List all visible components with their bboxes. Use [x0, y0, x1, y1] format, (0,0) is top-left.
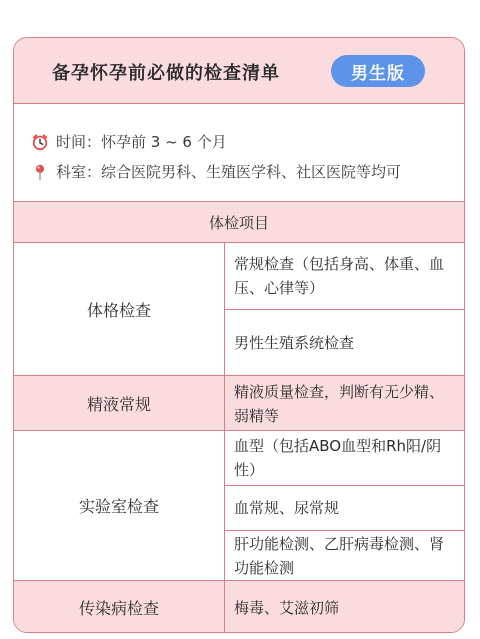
list-item: 梅毒、艾滋初筛 — [234, 598, 340, 617]
list-item: 肝功能检测、乙肝病毒检测、肾功能检测 — [234, 535, 445, 577]
table-row — [14, 431, 464, 581]
time-text: 时间：怀孕前 3 ~ 6 个月 — [56, 133, 227, 151]
department-text: 科室：综合医院男科、生殖医学科、社区医院等均可 — [56, 163, 402, 181]
section-header: 体检项目 — [14, 202, 464, 243]
table-row — [14, 243, 464, 376]
row-items — [225, 376, 464, 430]
checklist-card — [13, 37, 465, 633]
department-line — [31, 161, 401, 182]
alarm-clock-icon — [31, 133, 49, 151]
row-category: 精液常规 — [14, 376, 225, 430]
row-category: 体格检查 — [14, 243, 225, 375]
list-item: 血常规、尿常规 — [225, 486, 464, 531]
row-category: 传染病检查 — [14, 581, 225, 633]
row-items — [225, 581, 464, 633]
gender-badge: 男生版 — [331, 55, 425, 87]
table-row — [14, 376, 464, 431]
row-category: 实验室检查 — [14, 431, 225, 580]
row-items — [225, 243, 464, 375]
title-bar — [14, 38, 464, 104]
list-item: 精液质量检查，判断有无少精、弱精等 — [234, 382, 445, 425]
list-item: 常规检查（包括身高、体重、血压、心律等） — [225, 243, 464, 310]
time-line — [31, 131, 227, 152]
list-item: 血型（包括ABO血型和Rh阳/阴性） — [225, 431, 464, 486]
table-row — [14, 581, 464, 633]
row-items — [225, 431, 464, 580]
location-pin-icon — [31, 163, 49, 181]
page-title: 备孕怀孕前必做的检查清单 — [52, 63, 280, 84]
info-section — [14, 104, 464, 202]
list-item: 男性生殖系统检查 — [234, 334, 355, 352]
